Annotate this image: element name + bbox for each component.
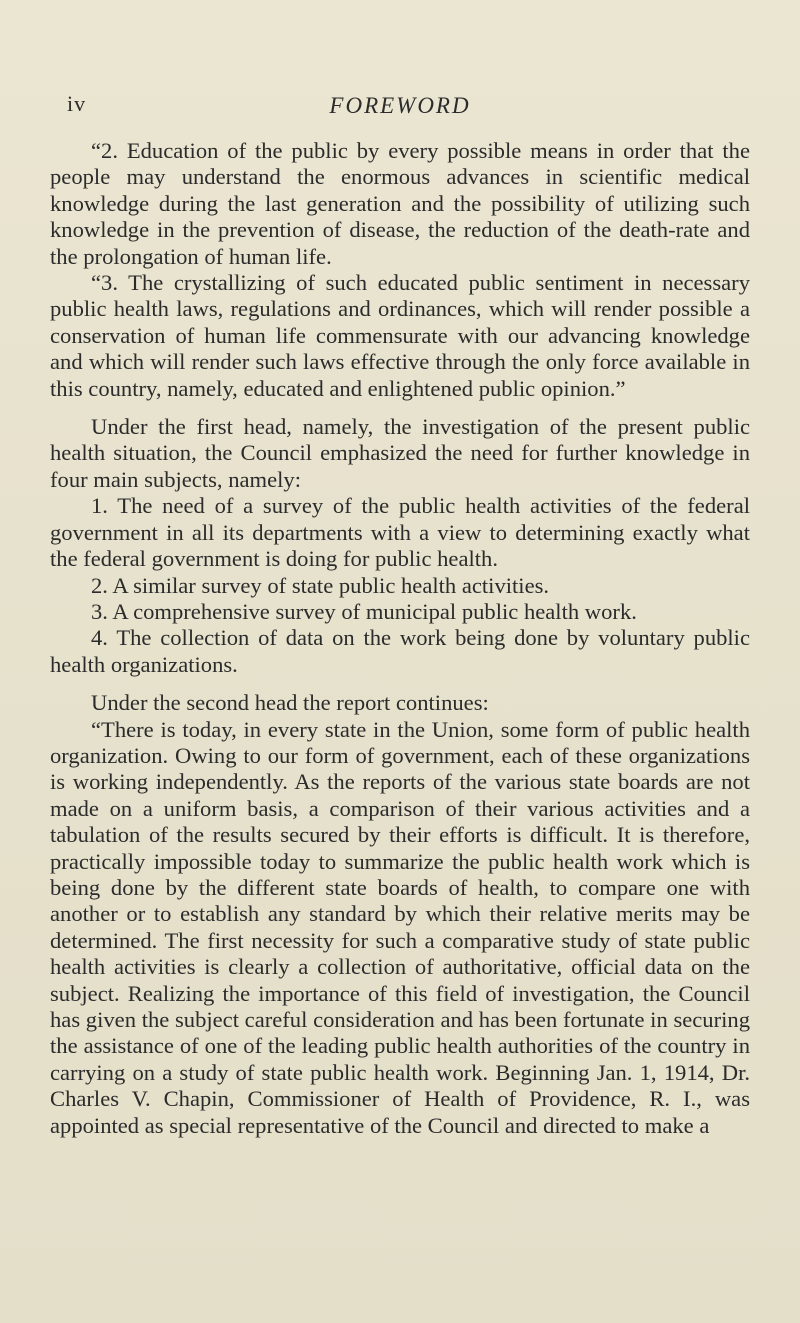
paragraph-second-head: Under the second head the report continues: bbox=[91, 690, 489, 716]
paragraph-point-3: “3. The crystallizing of such educated public sentiment in necessary public health laws, regulations and ordinances, which will render possible a conservation of human life commensurate with our advancing knowledge and which will render such laws effective through the only force available in this country, namely, educated and enlightened public opinion.” bbox=[50, 270, 750, 401]
body-text bbox=[50, 138, 750, 1139]
paragraph-point-2: “2. Education of the public by every possible means in order that the people may understand the enormous advances in scientific medical knowledge during the last generation and the possibility of utilizing such knowledge in the prevention of disease, the reduction of the death-rate and the prolongation of human life. bbox=[50, 138, 750, 269]
list-item-1: 1. The need of a survey of the public health activities of the federal government in all its departments with a view to determining exactly what the federal government is doing for public health. bbox=[50, 493, 750, 572]
list-item-4: 4. The collection of data on the work being done by voluntary public health organizations. bbox=[50, 625, 750, 677]
paragraph-quotation: “There is today, in every state in the Union, some form of public health organization. Owing to our form of government, each of these organizations is working independently. As the reports of the various state boards are not made on a uniform basis, a comparison of their various activities and a tabulation of the results secured by their efforts is difficult. It is therefore, practically impossible today to summarize the public health work which is being done by the different state boards of health, to compare one with another or to establish any standard by which their relative merits may be determined. The first necessity for such a comparative study of state public health activities is clearly a collection of authoritative, official data on the subject. Realizing the importance of this field of investigation, the Council has given the subject careful consideration and has been fortunate in securing the assistance of one of the leading public health authorities of the country in carrying on a study of state public health work. Beginning Jan. 1, 1914, Dr. Charles V. Chapin, Commissioner of Health of Providence, R. I., was appointed as special representative of the Council and directed to make a bbox=[50, 716, 750, 1138]
paragraph-first-head: Under the first head, namely, the investigation of the present public health situation, the Council emphasized the need for further knowledge in four main subjects, namely: bbox=[50, 414, 750, 492]
running-title: FOREWORD bbox=[329, 93, 471, 118]
list-item-2: 2. A similar survey of state public health activities. bbox=[91, 572, 550, 598]
list-item-3: 3. A comprehensive survey of municipal public health work. bbox=[91, 598, 637, 624]
page-number: iv bbox=[67, 91, 87, 116]
